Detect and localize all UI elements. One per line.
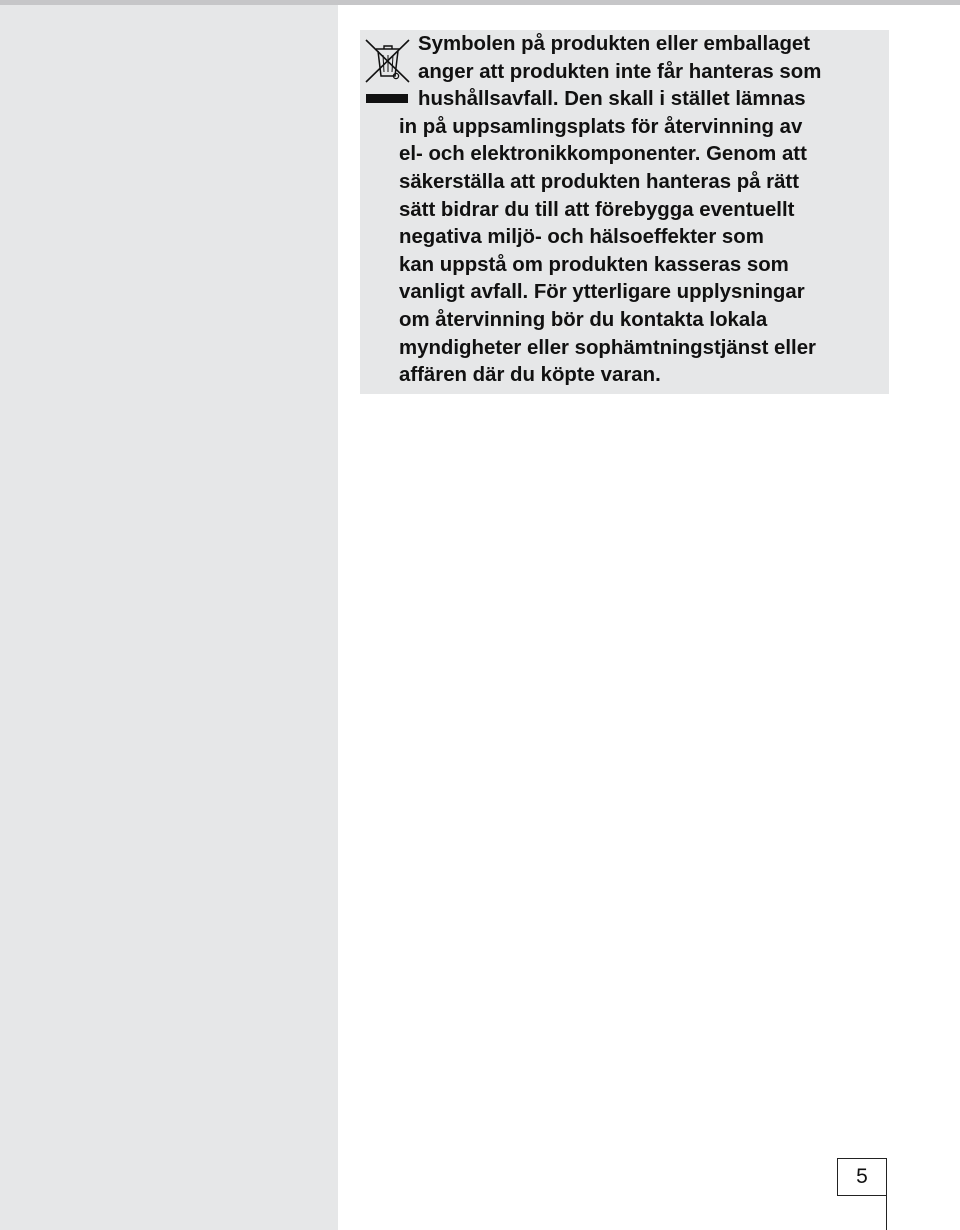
recycling-notice-text — [399, 31, 883, 390]
notice-line: myndigheter eller sophämtningstjänst eller — [399, 336, 816, 359]
notice-line: anger att produkten inte får hanteras som — [418, 60, 822, 83]
notice-line: om återvinning bör du kontakta lokala — [399, 308, 768, 331]
notice-line: affären där du köpte varan. — [399, 364, 661, 387]
notice-line: negativa miljö- och hälsoeffekter som — [399, 226, 764, 249]
notice-line: sätt bidrar du till att förebygga eventuellt — [399, 198, 795, 221]
notice-line: kan uppstå om produkten kasseras som — [399, 253, 789, 276]
notice-line: Symbolen på produkten eller emballaget — [418, 33, 811, 55]
notice-line: in på uppsamlingsplats för återvinning av — [399, 115, 803, 138]
page-number: 5 — [837, 1158, 887, 1196]
left-margin-panel — [0, 5, 338, 1230]
page-number-rule — [886, 1196, 888, 1230]
notice-line: el- och elektronikkomponenter. Genom att — [399, 143, 807, 166]
notice-line: hushållsavfall. Den skall i stället lämnas — [418, 88, 806, 111]
notice-line: vanligt avfall. För ytterligare upplysningar — [399, 281, 805, 304]
notice-line: säkerställa att produkten hanteras på rätt — [399, 170, 800, 193]
